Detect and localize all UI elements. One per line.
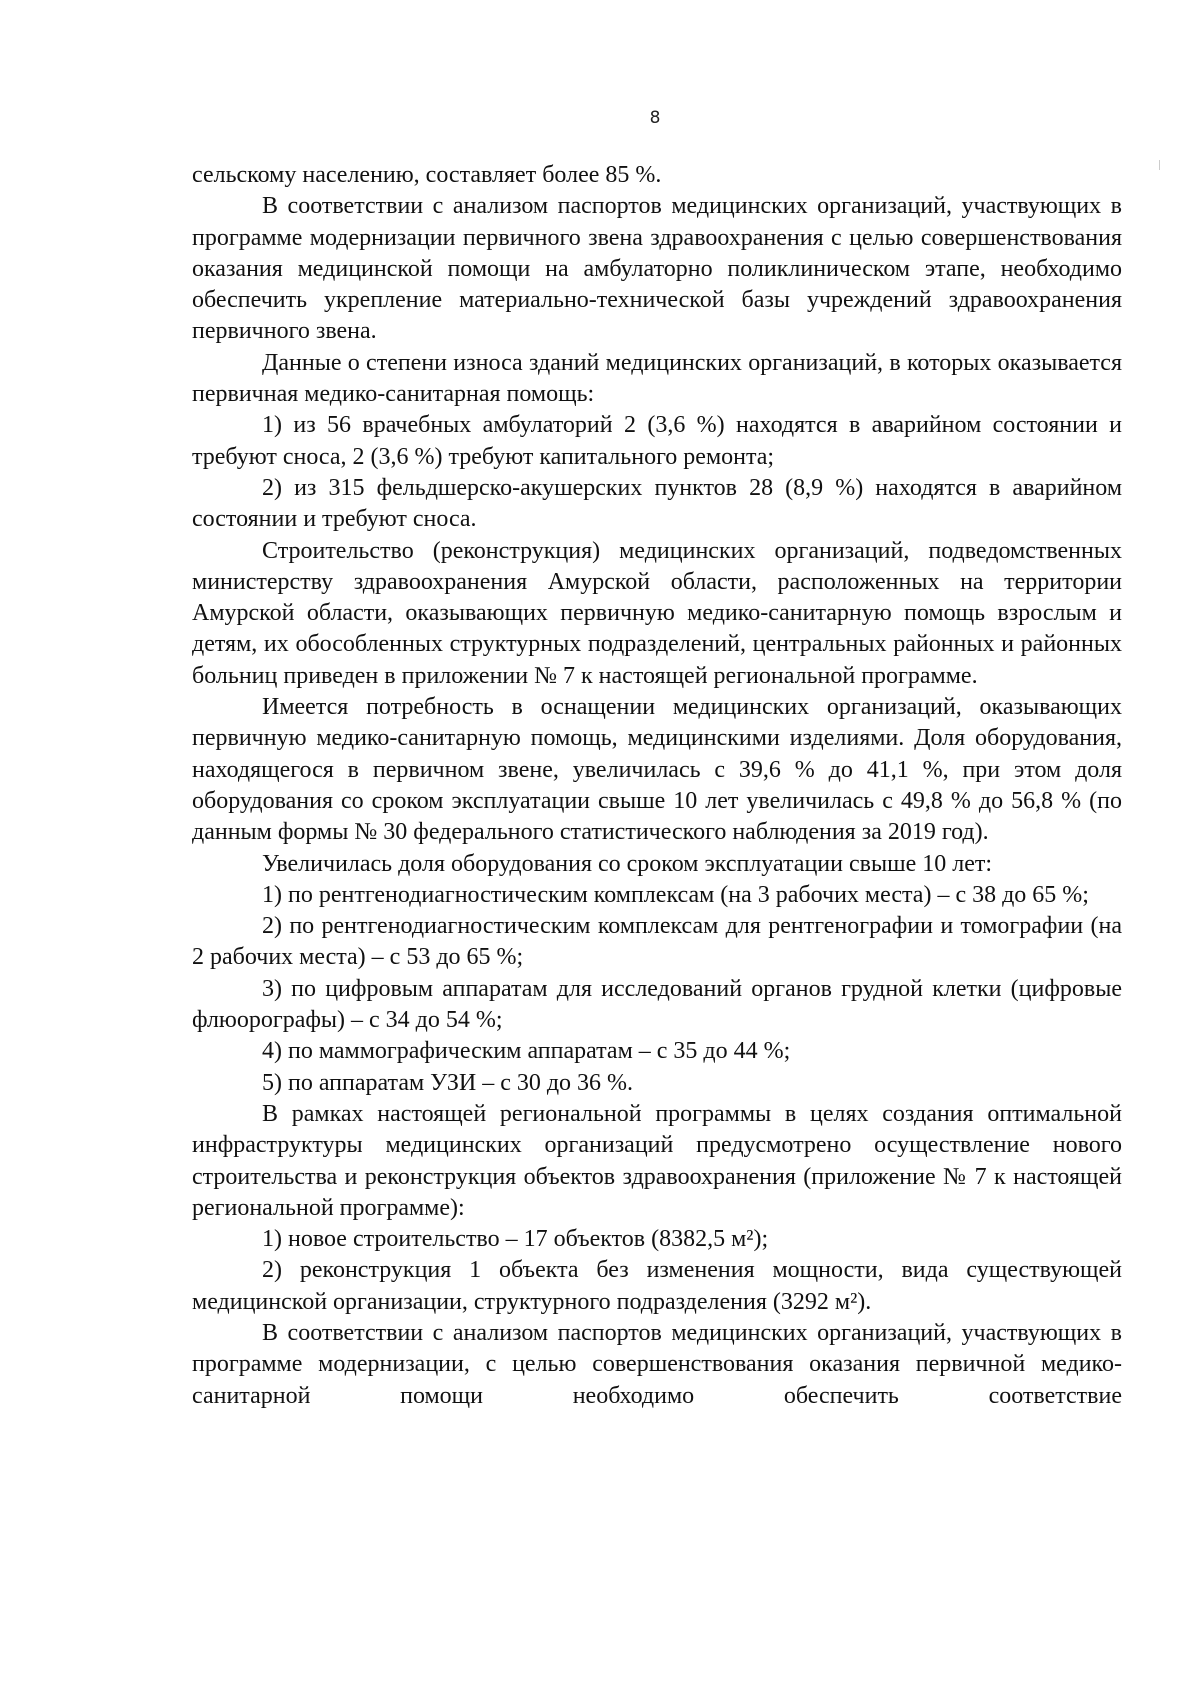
list-item: 1) из 56 врачебных амбулаторий 2 (3,6 %) находятся в аварийном состоянии и требуют сноса, 2 (3,6 %) требуют капитального ремонта; — [192, 412, 1122, 470]
paragraph: Строительство (реконструкция) медицинских организаций, подведомственных министерству здравоохранения Амурской области, расположенных на территории Амурской области, оказывающих первичную медико-санитарную помощь взрослым и детям, их обособленных структурных подразделений, центральных районных и районных больниц приведен в приложении № 7 к настоящей региональной программе. — [192, 537, 1122, 689]
paragraph-continuation: сельскому населению, составляет более 85 %. — [192, 162, 662, 188]
paragraph-continues: В соответствии с анализом паспортов медицинских организаций, участвующих в программе модернизации, с целью совершенствования оказания первичной медико-санитарной помощи необходимо обеспечить соответствие — [192, 1319, 1122, 1409]
list-item: 1) по рентгенодиагностическим комплексам (на 3 рабочих места) – с 38 до 65 %; — [262, 881, 1089, 908]
list-item: 5) по аппаратам УЗИ – с 30 до 36 %. — [262, 1069, 634, 1096]
paragraph: Увеличилась доля оборудования со сроком эксплуатации свыше 10 лет: — [262, 850, 993, 877]
paragraph: В рамках настоящей региональной программы в целях создания оптимальной инфраструктуры медицинских организаций предусмотрено осуществление нового строительства и реконструкция объектов здравоохранения (приложение № 7 к настоящей региональной программе): — [192, 1100, 1122, 1221]
list-item: 4) по маммографическим аппаратам – с 35 до 44 %; — [262, 1038, 791, 1065]
list-item: 2) по рентгенодиагностическим комплексам для рентгенографии и томографии (на 2 рабочих места) – с 53 до 65 %; — [192, 913, 1122, 971]
paragraph: В соответствии с анализом паспортов медицинских организаций, участвующих в программе модернизации первичного звена здравоохранения с целью совершенствования оказания медицинской помощи на амбулаторно поликлиническом этапе, необходимо обеспечить укрепление материально-технической базы учреждений здравоохранения первичного звена. — [192, 193, 1122, 345]
list-item: 2) из 315 фельдшерско-акушерских пунктов 28 (8,9 %) находятся в аварийном состоянии и требуют сноса. — [192, 474, 1122, 533]
scan-edge-mark — [1159, 160, 1160, 170]
paragraph: Имеется потребность в оснащении медицинских организаций, оказывающих первичную медико-санитарную помощь, медицинскими изделиями. Доля оборудования, находящегося в первичном звене, увеличилась с 39,6 % до 41,1 %, при этом доля оборудования со сроком эксплуатации свыше 10 лет увеличилась с 49,8 % до 56,8 % (по данным формы № 30 федерального статистического наблюдения за 2019 год). — [192, 694, 1122, 846]
document-body — [192, 160, 1122, 1412]
page-number: 8 — [649, 108, 661, 128]
paragraph: Данные о степени износа зданий медицинских организаций, в которых оказывается первичная медико-санитарная помощь: — [192, 349, 1122, 408]
list-item: 1) новое строительство – 17 объектов (8382,5 м²); — [262, 1226, 769, 1253]
list-item: 2) реконструкция 1 объекта без изменения мощности, вида существующей медицинской организации, структурного подразделения (3292 м²). — [192, 1257, 1122, 1315]
list-item: 3) по цифровым аппаратам для исследований органов грудной клетки (цифровые флюорографы) – с 34 до 54 %; — [192, 975, 1122, 1034]
